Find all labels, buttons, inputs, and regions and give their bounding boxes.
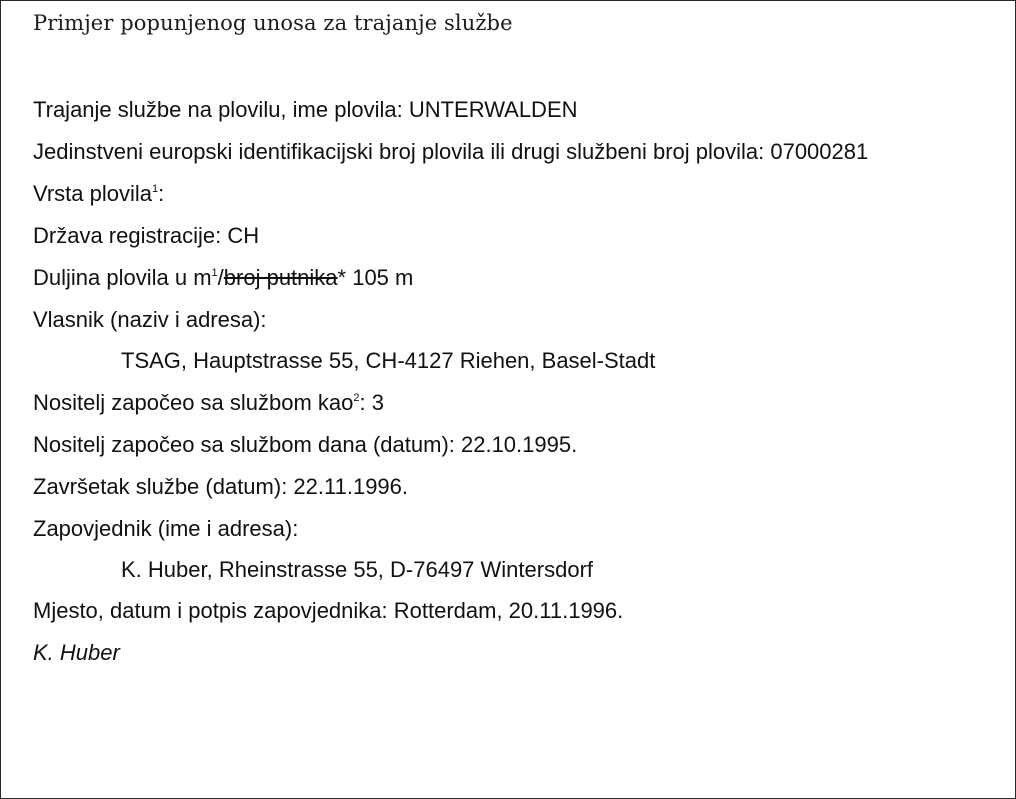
vessel-name-line: Trajanje službe na plovilu, ime plovila: UNTERWALDEN — [33, 97, 578, 122]
owner-label-line: Vlasnik (naziv i adresa): — [33, 307, 267, 332]
start-date-line: Nositelj započeo sa službom dana (datum): 22.10.1995. — [33, 432, 578, 457]
registration-state-line: Država registracije: CH — [33, 223, 260, 248]
vessel-type-line — [33, 181, 164, 207]
vessel-type-label: Vrsta plovila — [33, 181, 153, 206]
footnote-ref-1: 1 — [152, 183, 159, 195]
master-label-line: Zapovjednik (ime i adresa): — [33, 516, 299, 541]
started-as-label: Nositelj započeo sa službom kao — [33, 390, 354, 415]
footnote-ref-2: 2 — [353, 392, 360, 404]
length-label: Duljina plovila u m — [33, 265, 212, 290]
vessel-length-line — [33, 265, 413, 291]
master-signature: K. Huber — [33, 640, 120, 665]
started-as-value: : 3 — [359, 390, 384, 415]
footnote-ref-1b: 1 — [211, 267, 218, 279]
document-heading: Primjer popunjenog unosa za trajanje službe — [33, 11, 513, 35]
length-value: * 105 m — [337, 265, 414, 290]
master-address-line: K. Huber, Rheinstrasse 55, D-76497 Wintersdorf — [121, 557, 594, 582]
end-date-line: Završetak službe (datum): 22.11.1996. — [33, 474, 409, 499]
place-date-signature-line: Mjesto, datum i potpis zapovjednika: Rotterdam, 20.11.1996. — [33, 598, 624, 623]
owner-address-line: TSAG, Hauptstrasse 55, CH-4127 Riehen, Basel-Stadt — [121, 348, 656, 373]
started-as-line — [33, 390, 384, 416]
struck-passengers-text: broj putnika — [223, 265, 338, 290]
vessel-id-line: Jedinstveni europski identifikacijski broj plovila ili drugi službeni broj plovila: 07000281 — [33, 139, 869, 164]
vessel-type-colon: : — [158, 181, 165, 206]
length-slash: / — [217, 265, 224, 290]
